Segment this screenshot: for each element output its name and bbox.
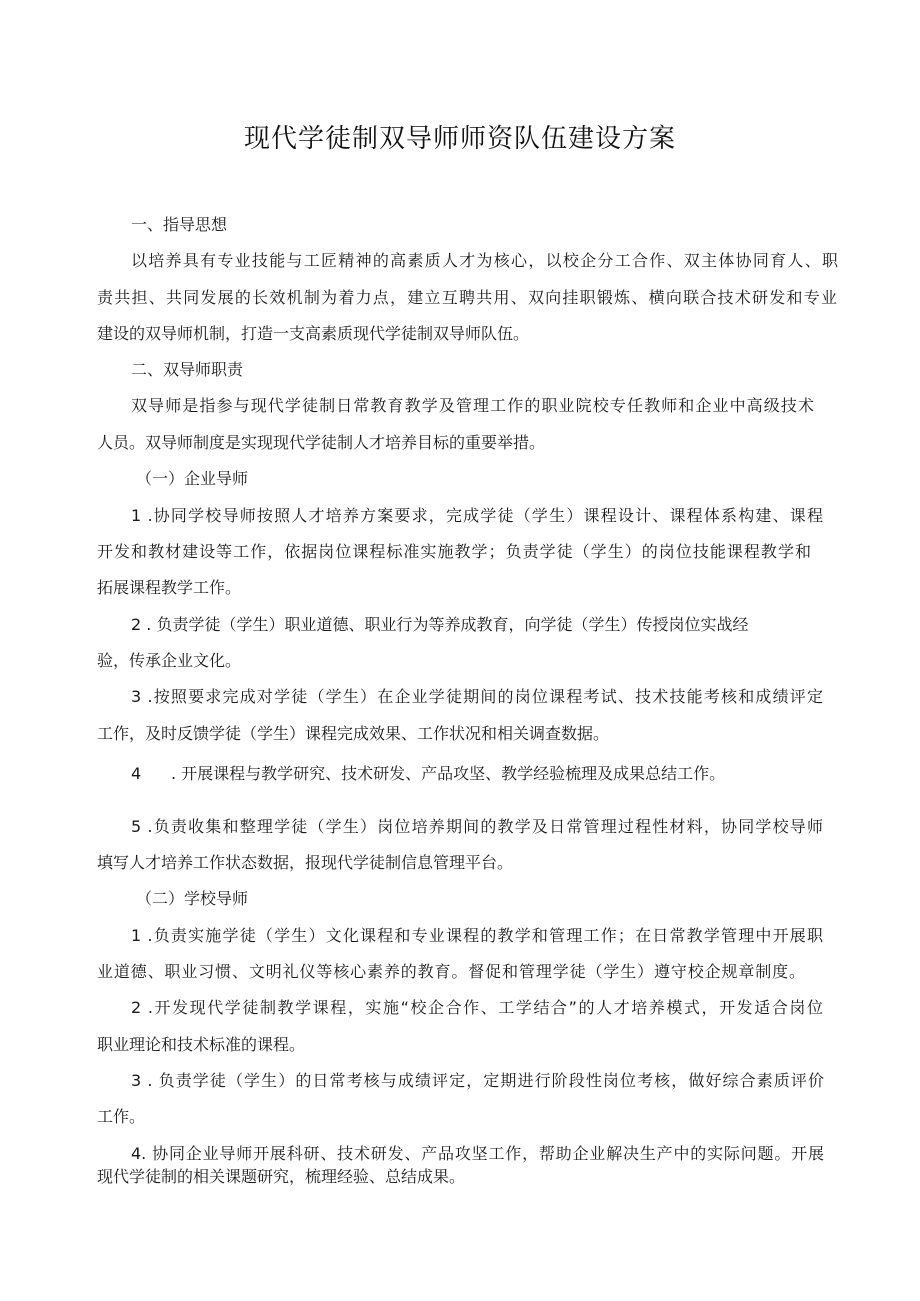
list-item-line: 验，传承企业文化。 [97, 651, 242, 670]
paragraph-line: 责共担、共同发展的长效机制为着力点，建立互聘共用、双向挂职锻炼、横向联合技术研发和专业 [97, 288, 837, 307]
section-heading-dual-mentor-duties: 二、双导师职责 [131, 360, 244, 379]
list-item-line: 4. 协同企业导师开展科研、技术研发、产品攻坚工作，帮助企业解决生产中的实际问题。开展 [131, 1144, 824, 1163]
list-number: 4 [131, 764, 142, 783]
list-item-line: 1 .负责实施学徒（学生）文化课程和专业课程的教学和管理工作；在日常教学管理中开展职 [131, 926, 823, 945]
list-item-line: 填写人才培养工作状态数据，报现代学徒制信息管理平台。 [97, 853, 514, 872]
list-item-line [131, 764, 871, 784]
paragraph-line: 双导师是指参与现代学徒制日常教育教学及管理工作的职业院校专任教师和企业中高级技术 [131, 396, 814, 415]
list-item-line: 3 .按照要求完成对学徒（学生）在企业学徒期间的岗位课程考试、技术技能考核和成绩评定 [131, 687, 823, 706]
paragraph-line: 以培养具有专业技能与工匠精神的高素质人才为核心，以校企分工合作、双主体协同育人、职 [131, 251, 838, 270]
list-item-line: 2 . 负责学徒（学生）职业道德、职业行为等养成教育，向学徒（学生）传授岗位实战经 [131, 615, 749, 634]
paragraph-line: 人员。双导师制度是实现现代学徒制人才培养目标的重要举措。 [97, 433, 546, 452]
list-item-line: 现代学徒制的相关课题研究，梳理经验、总结成果。 [97, 1167, 466, 1186]
paragraph-line: 建设的双导师机制，打造一支高素质现代学徒制双导师队伍。 [97, 324, 530, 343]
list-item-line: 1 .协同学校导师按照人才培养方案要求，完成学徒（学生）课程设计、课程体系构建、课程 [131, 506, 823, 525]
list-item-line: 3 . 负责学徒（学生）的日常考核与成绩评定，定期进行阶段性岗位考核，做好综合素质评价 [131, 1071, 824, 1090]
section-heading-guiding-ideology: 一、指导思想 [131, 215, 228, 234]
list-item-line: 职业理论和技术标准的课程。 [97, 1035, 306, 1054]
document-title: 现代学徒制双导师师资队伍建设方案 [243, 124, 676, 154]
list-item-line: 2 .开发现代学徒制教学课程，实施“校企合作、工学结合”的人才培养模式，开发适合岗位 [131, 998, 823, 1017]
list-item-line: 业道德、职业习惯、文明礼仪等核心素养的教育。督促和管理学徒（学生）遵守校企规章制度。 [97, 962, 805, 981]
list-item-line: 5 .负责收集和整理学徒（学生）岗位培养期间的教学及日常管理过程性材料，协同学校导师 [131, 817, 823, 836]
list-item-line: 拓展课程教学工作。 [97, 578, 242, 597]
subsection-heading-enterprise-mentor: （一）企业导师 [136, 469, 249, 488]
list-item-line: 工作，及时反馈学徒（学生）课程完成效果、工作状况和相关调查数据。 [97, 724, 610, 743]
subsection-heading-school-mentor: （二）学校导师 [136, 889, 249, 908]
list-item-line: 开发和教材建设等工作，依据岗位课程标准实施教学；负责学徒（学生）的岗位技能课程教学和 [97, 542, 811, 561]
list-item-line: 工作。 [97, 1107, 146, 1126]
list-item-text: . 开展课程与教学研究、技术研发、产品攻坚、教学经验梳理及成果总结工作。 [171, 764, 726, 783]
